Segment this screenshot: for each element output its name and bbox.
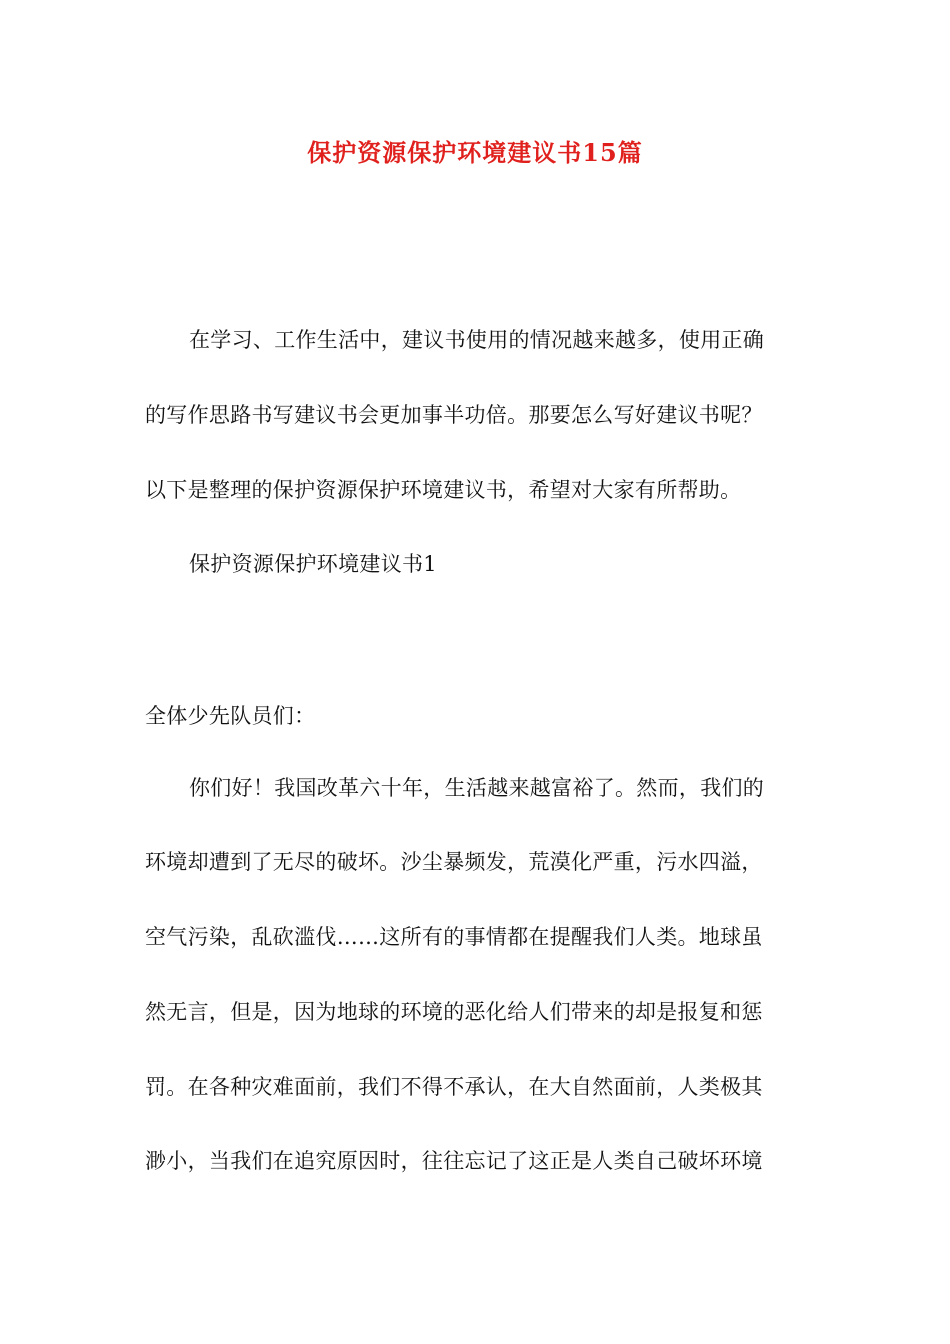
paragraph-line: 然无言，但是，因为地球的环境的恶化给人们带来的却是报复和惩 (145, 1000, 763, 1024)
paragraph-line: 空气污染，乱砍滥伐……这所有的事情都在提醒我们人类。地球虽 (145, 925, 763, 949)
paragraph-line: 罚。在各种灾难面前，我们不得不承认，在大自然面前，人类极其 (145, 1075, 763, 1099)
paragraph-line: 在学习、工作生活中，建议书使用的情况越来越多，使用正确 (189, 328, 765, 352)
paragraph-line: 以下是整理的保护资源保护环境建议书，希望对大家有所帮助。 (145, 478, 742, 502)
section-heading: 保护资源保护环境建议书1 (189, 552, 437, 576)
salutation: 全体少先队员们： (145, 704, 316, 728)
paragraph-line: 的写作思路书写建议书会更加事半功倍。那要怎么写好建议书呢？ (145, 403, 763, 427)
paragraph-line: 你们好！我国改革六十年，生活越来越富裕了。然而，我们的 (189, 776, 765, 800)
document-title: 保护资源保护环境建议书15篇 (307, 138, 643, 167)
paragraph-line: 环境却遭到了无尽的破坏。沙尘暴频发，荒漠化严重，污水四溢， (145, 850, 763, 874)
paragraph-line: 渺小，当我们在追究原因时，往往忘记了这正是人类自己破坏环境 (145, 1149, 763, 1173)
